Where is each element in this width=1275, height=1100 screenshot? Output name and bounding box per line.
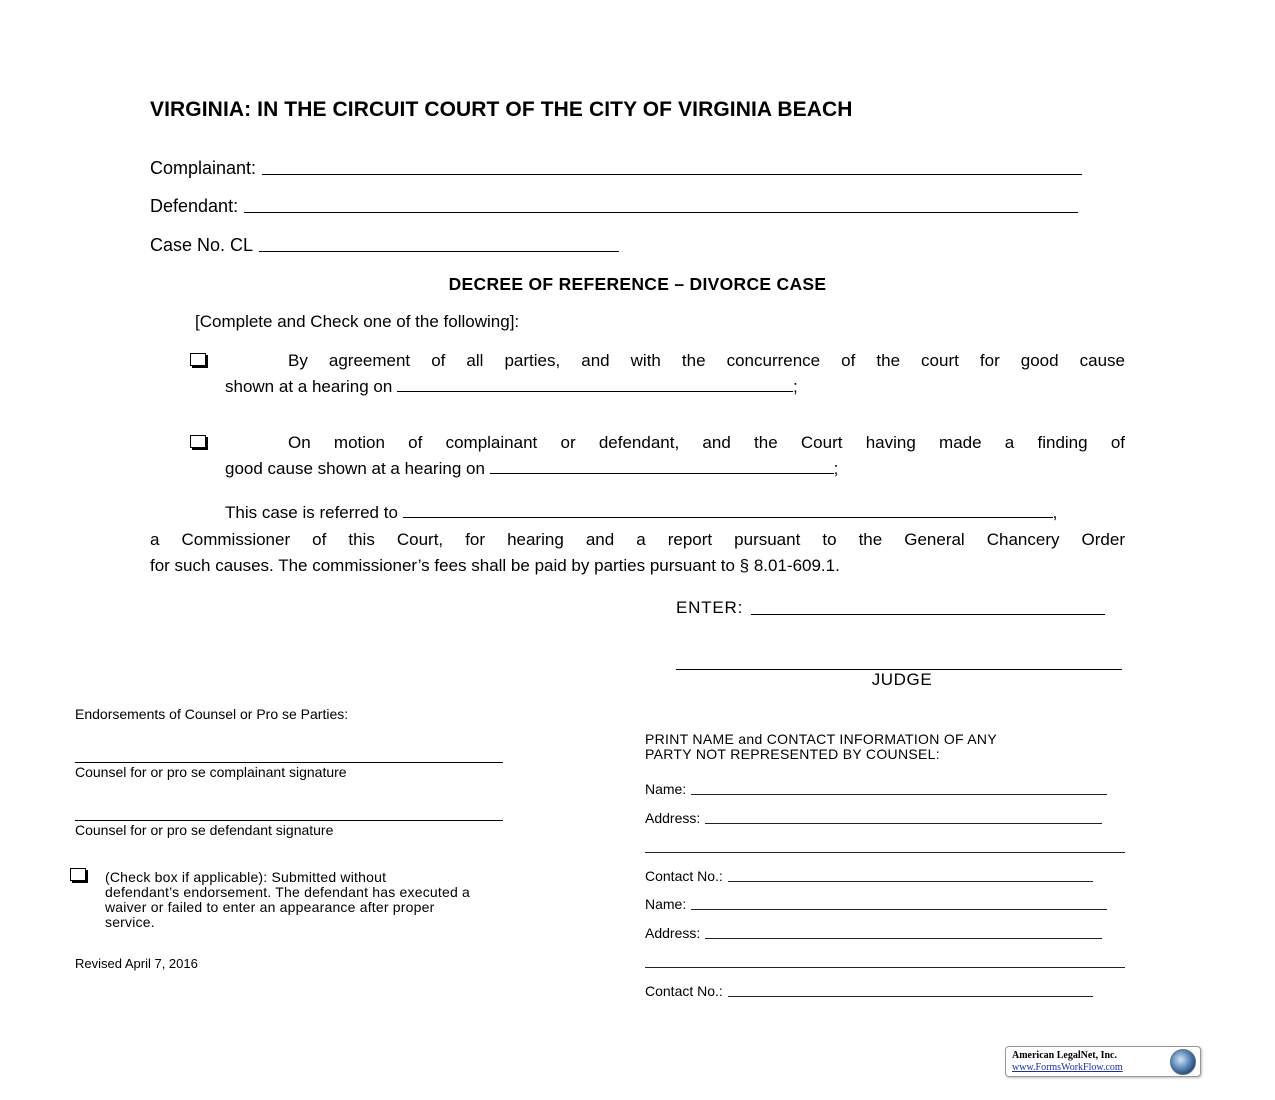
- unrepresented-heading-line1: PRINT NAME and CONTACT INFORMATION OF ANY: [645, 731, 997, 747]
- defendant-input[interactable]: [244, 211, 1078, 213]
- instruction-text: [Complete and Check one of the following]:: [195, 312, 520, 331]
- logo-url-link[interactable]: www.FormsWorkFlow.com: [1012, 1062, 1123, 1073]
- party-1-address-line2-input[interactable]: [645, 852, 1125, 853]
- option-2-checkbox[interactable]: [190, 435, 206, 448]
- party-2-address-line2-input[interactable]: [645, 967, 1125, 968]
- party-1-name-input[interactable]: [691, 793, 1107, 795]
- endorsements-heading: Endorsements of Counsel or Pro se Parties:: [75, 706, 349, 722]
- party-1-address-row: [645, 810, 1102, 826]
- enter-row: [676, 598, 1105, 618]
- party-1-contact-row: [645, 868, 1093, 884]
- case-number-input[interactable]: [259, 250, 619, 252]
- waiver-text-line: waiver or failed to enter an appearance after proper: [105, 899, 435, 915]
- option-2-line1: On motion of complainant or defendant, and the Court having made a finding of: [288, 433, 1125, 452]
- decree-heading: DECREE OF REFERENCE – DIVORCE CASE: [448, 274, 827, 294]
- complainant-signature-line[interactable]: [75, 762, 503, 763]
- option-1-hearing-date-input[interactable]: [397, 377, 793, 392]
- option-1-text: [225, 348, 1125, 400]
- party-1-address-input[interactable]: [705, 822, 1102, 824]
- option-2-text: [225, 430, 1125, 482]
- complainant-row: [150, 158, 1082, 179]
- commissioner-name-input[interactable]: [403, 503, 1053, 518]
- waiver-checkbox[interactable]: [70, 868, 86, 881]
- enter-date-input[interactable]: [751, 613, 1105, 615]
- referral-line2: a Commissioner of this Court, for hearing and a report pursuant to the General Chancery Order: [150, 530, 1125, 549]
- revised-date: Revised April 7, 2016: [75, 956, 198, 971]
- option-2-hearing-date-input[interactable]: [490, 459, 834, 474]
- referral-line3: for such causes. The commissioner’s fees shall be paid by parties pursuant to § 8.01-609.1.: [150, 556, 840, 575]
- enter-label: ENTER:: [676, 598, 744, 617]
- case-number-row: [150, 235, 619, 256]
- option-2-line2-prefix: good cause shown at a hearing on: [225, 459, 485, 478]
- unrepresented-heading-line2: PARTY NOT REPRESENTED BY COUNSEL:: [645, 746, 940, 762]
- party-2-name-row: [645, 896, 1107, 912]
- logo-company-name: American LegalNet, Inc.: [1012, 1050, 1117, 1061]
- defendant-signature-line[interactable]: [75, 820, 503, 821]
- referral-prefix: This case is referred to: [225, 503, 398, 522]
- option-1-line2: [225, 374, 1125, 400]
- defendant-label: Defendant:: [150, 196, 239, 216]
- option-1-line1: By agreement of all parties, and with the concurrence of the court for good cause: [288, 351, 1125, 370]
- party-2-name-input[interactable]: [691, 908, 1107, 910]
- defendant-signature-label: Counsel for or pro se defendant signature: [75, 822, 334, 838]
- globe-icon: [1170, 1049, 1196, 1075]
- party-2-contact-row: [645, 983, 1093, 999]
- party-2-address-label: Address:: [645, 925, 701, 941]
- party-2-contact-label: Contact No.:: [645, 983, 723, 999]
- party-1-contact-input[interactable]: [728, 880, 1093, 882]
- referral-comma: ,: [1052, 503, 1058, 522]
- party-1-contact-label: Contact No.:: [645, 868, 723, 884]
- party-1-address-label: Address:: [645, 810, 701, 826]
- referral-line1: [225, 500, 1057, 526]
- option-2-semicolon: ;: [833, 459, 839, 478]
- party-2-name-label: Name:: [645, 896, 687, 912]
- option-1-checkbox[interactable]: [190, 353, 206, 366]
- case-number-label: Case No. CL: [150, 235, 254, 255]
- option-1-line2-prefix: shown at a hearing on: [225, 377, 393, 396]
- party-2-contact-input[interactable]: [728, 995, 1093, 997]
- judge-label: JUDGE: [871, 670, 933, 689]
- party-2-address-input[interactable]: [705, 937, 1102, 939]
- unrepresented-heading: [645, 732, 997, 762]
- waiver-text-line: service.: [105, 914, 155, 930]
- party-1-name-label: Name:: [645, 781, 687, 797]
- american-legalnet-logo[interactable]: [1005, 1046, 1201, 1077]
- party-1-name-row: [645, 781, 1107, 797]
- waiver-text-line: defendant’s endorsement. The defendant has executed a: [105, 884, 471, 900]
- waiver-text: [105, 870, 470, 930]
- complainant-input[interactable]: [262, 173, 1082, 175]
- option-1-semicolon: ;: [793, 377, 798, 396]
- option-2-line2: [225, 456, 1125, 482]
- complainant-signature-label: Counsel for or pro se complainant signature: [75, 764, 347, 780]
- party-2-address-row: [645, 925, 1102, 941]
- complainant-label: Complainant:: [150, 158, 257, 178]
- court-title: VIRGINIA: IN THE CIRCUIT COURT OF THE CITY OF VIRGINIA BEACH: [150, 98, 853, 121]
- waiver-text-line: (Check box if applicable): Submitted without: [105, 869, 387, 885]
- defendant-row: [150, 196, 1078, 217]
